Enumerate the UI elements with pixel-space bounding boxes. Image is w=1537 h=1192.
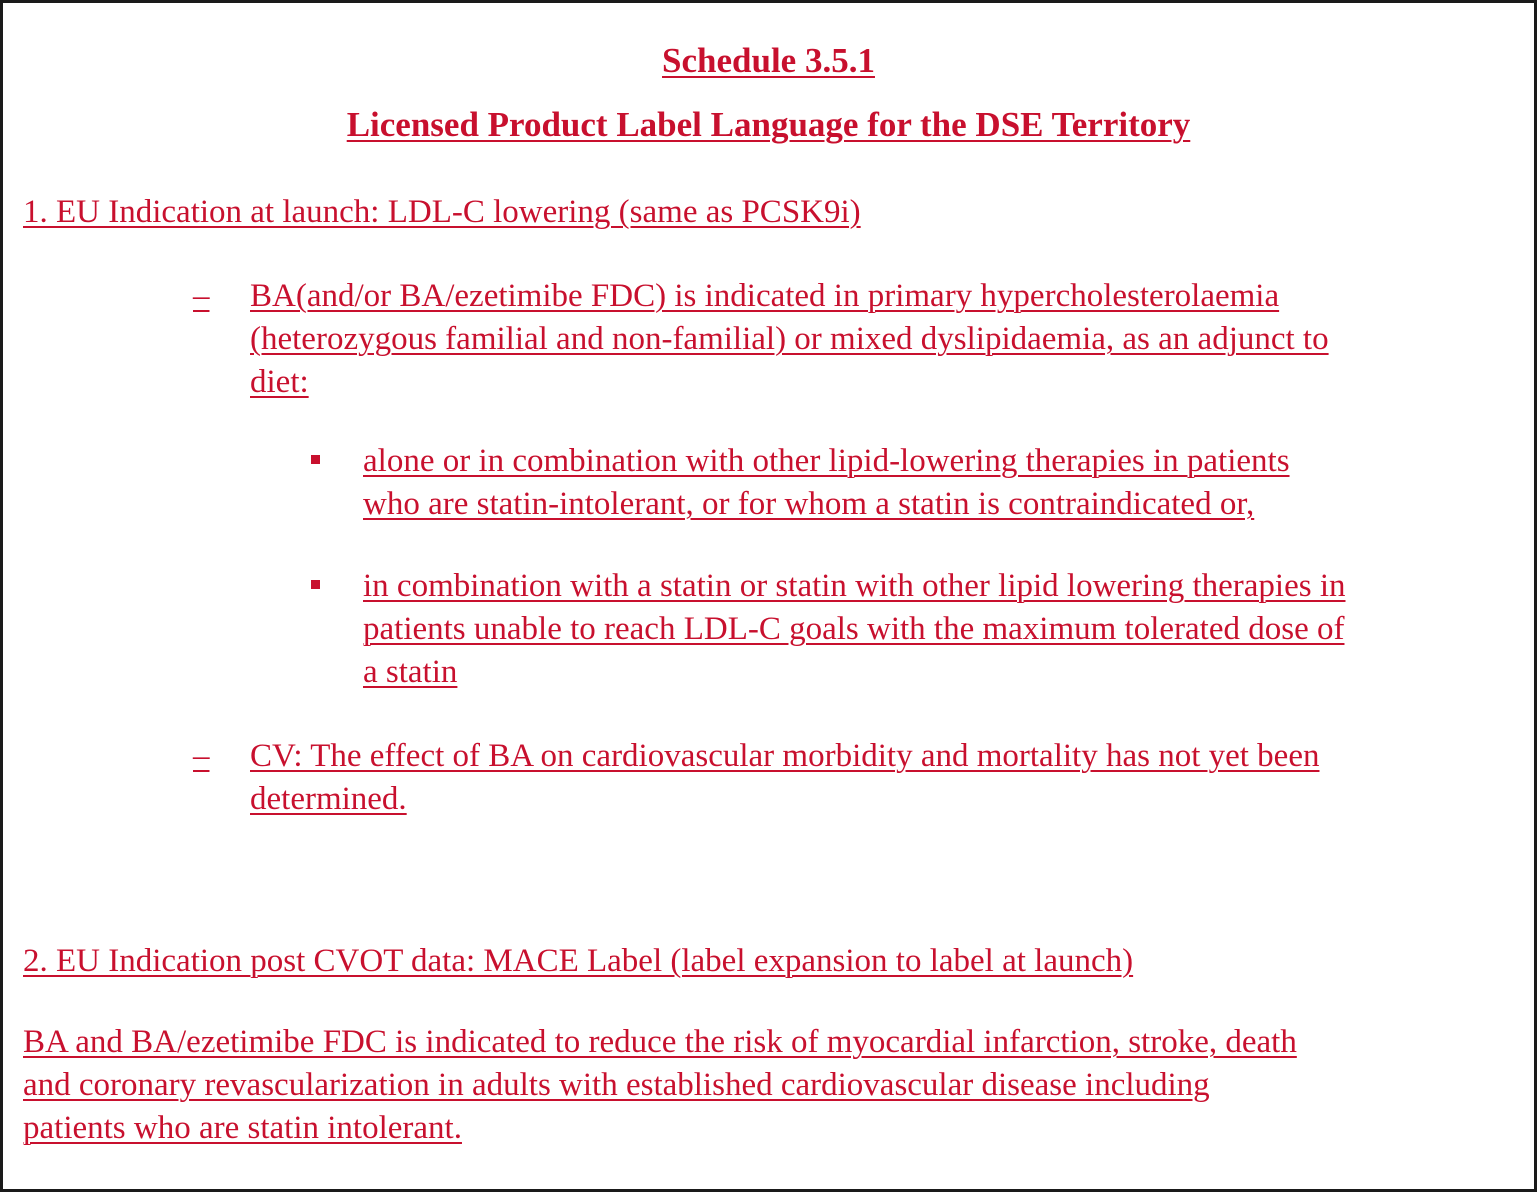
section2-heading: 2. EU Indication post CVOT data: MACE Label (label expansion to label at launch)	[23, 943, 1134, 979]
dash-marker-1: –	[193, 278, 210, 314]
square-bullet-icon	[311, 455, 320, 464]
schedule-title-text: Schedule 3.5.1	[662, 41, 875, 80]
section2-body-line-1: BA and BA/ezetimibe FDC is indicated to reduce the risk of myocardial infarction, stroke, death	[23, 1024, 1297, 1060]
schedule-subtitle	[3, 105, 1534, 145]
subitem2-line-1: in combination with a statin or statin with other lipid lowering therapies in	[363, 568, 1346, 604]
item1-line-1: BA(and/or BA/ezetimibe FDC) is indicated in primary hypercholesterolaemia	[250, 278, 1280, 314]
section1-item1	[250, 275, 1329, 404]
section1-heading: 1. EU Indication at launch: LDL-C lowering (same as PCSK9i)	[23, 194, 861, 230]
section2-body	[23, 1021, 1297, 1150]
section1-subitem1	[363, 440, 1290, 526]
item2-line-1: CV: The effect of BA on cardiovascular morbidity and mortality has not yet been	[250, 738, 1320, 774]
item1-line-3: diet:	[250, 364, 309, 400]
section2-body-line-3: patients who are statin intolerant.	[23, 1110, 462, 1146]
item2-line-2: determined.	[250, 781, 407, 817]
subitem2-line-2: patients unable to reach LDL-C goals with the maximum tolerated dose of	[363, 611, 1345, 647]
schedule-subtitle-text: Licensed Product Label Language for the DSE Territory	[346, 105, 1191, 144]
schedule-title	[3, 41, 1534, 81]
dash-marker-2: –	[193, 738, 210, 774]
subitem2-line-3: a statin	[363, 654, 458, 690]
item1-line-2: (heterozygous familial and non-familial) or mixed dyslipidaemia, as an adjunct to	[250, 321, 1329, 357]
subitem1-line-1: alone or in combination with other lipid-lowering therapies in patients	[363, 443, 1290, 479]
subitem1-line-2: who are statin-intolerant, or for whom a statin is contraindicated or,	[363, 486, 1255, 522]
section1-subitem2	[363, 565, 1346, 694]
square-bullet-icon	[311, 580, 320, 589]
section2-body-line-2: and coronary revascularization in adults with established cardiovascular disease including	[23, 1067, 1210, 1103]
section1-item2	[250, 735, 1319, 821]
